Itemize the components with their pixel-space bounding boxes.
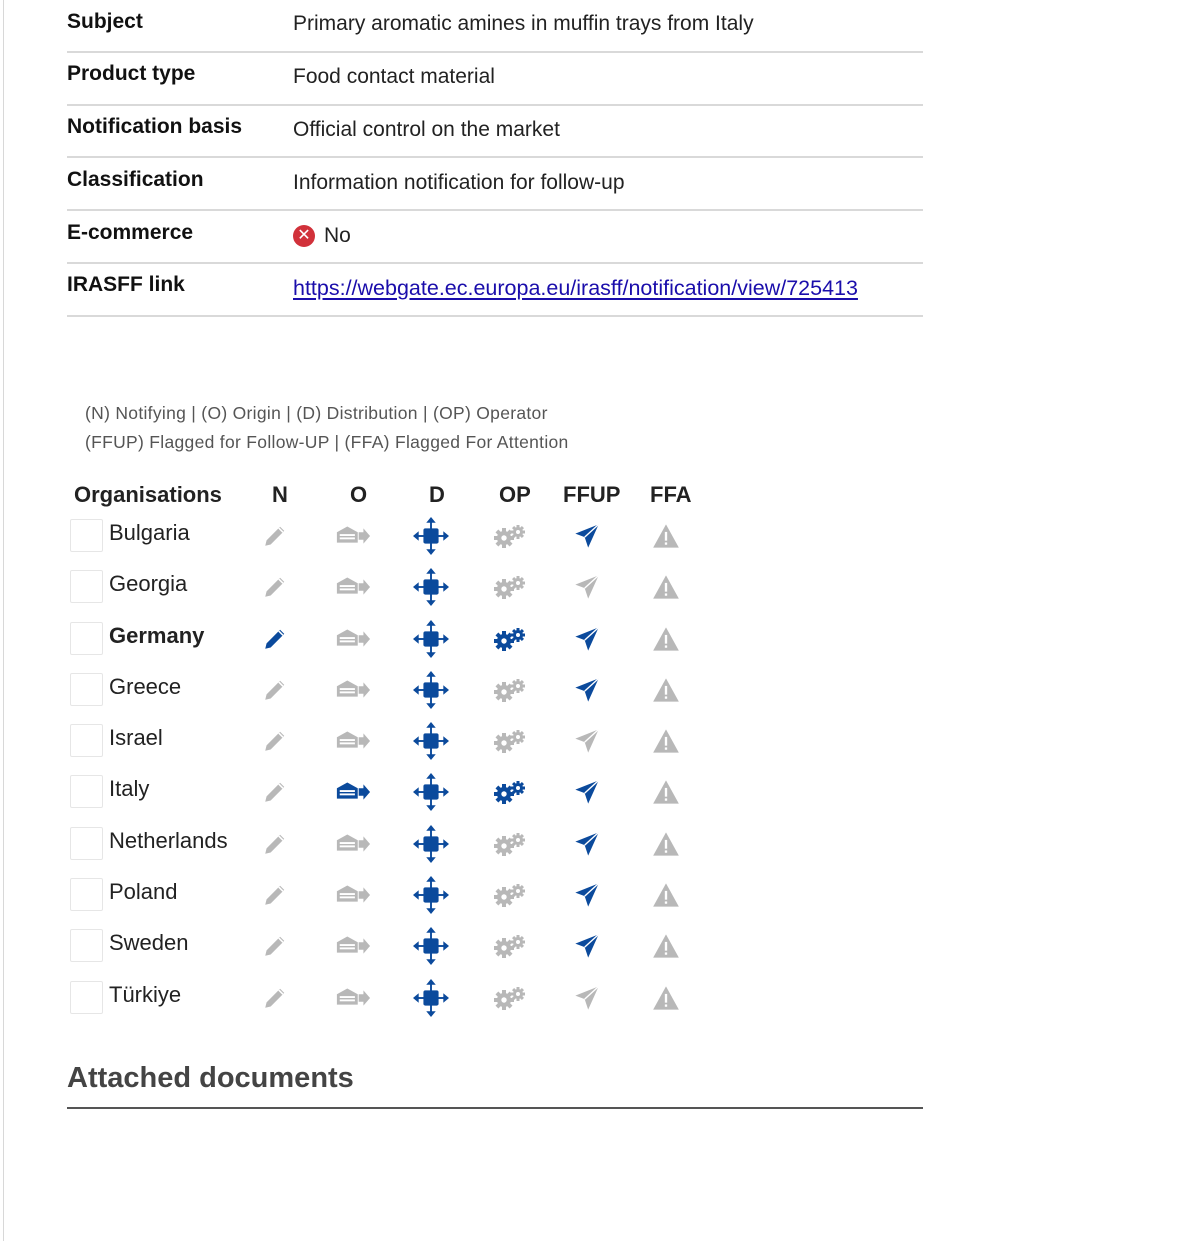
paper-plane-icon <box>569 877 605 913</box>
arrows-move-icon <box>413 672 449 708</box>
ecommerce-value: No <box>324 223 351 247</box>
org-name: Germany <box>109 622 205 648</box>
pencil-icon <box>257 980 293 1016</box>
gears-icon <box>492 621 528 657</box>
truck-icon <box>335 518 371 554</box>
detail-value <box>293 276 858 301</box>
warning-triangle-icon <box>648 672 684 708</box>
org-checkbox[interactable] <box>70 981 103 1014</box>
pencil-icon <box>257 826 293 862</box>
notification-details-table <box>67 0 923 317</box>
detail-value: Information notification for follow-up <box>293 170 625 194</box>
org-name: Poland <box>109 879 178 905</box>
org-checkbox[interactable] <box>70 878 103 911</box>
paper-plane-icon <box>569 518 605 554</box>
warning-triangle-icon <box>648 723 684 759</box>
org-name: Greece <box>109 673 182 699</box>
org-checkbox[interactable] <box>70 622 103 655</box>
paper-plane-icon <box>569 723 605 759</box>
arrows-move-icon <box>413 621 449 657</box>
truck-icon <box>335 980 371 1016</box>
warning-triangle-icon <box>648 569 684 605</box>
detail-label: IRASFF link <box>67 273 185 297</box>
truck-icon <box>335 774 371 810</box>
detail-row-subject <box>67 0 923 53</box>
org-checkbox[interactable] <box>70 570 103 603</box>
detail-row-product-type <box>67 53 923 106</box>
x-circle-icon: ✕ <box>293 225 315 247</box>
arrows-move-icon <box>413 774 449 810</box>
warning-triangle-icon <box>648 877 684 913</box>
gears-icon <box>492 928 528 964</box>
pencil-icon <box>257 569 293 605</box>
detail-row-ecommerce <box>67 211 923 264</box>
paper-plane-icon <box>569 826 605 862</box>
gears-icon <box>492 877 528 913</box>
legend-line: (FFUP) Flagged for Follow-UP | (FFA) Flagged For Attention <box>85 432 569 452</box>
irasff-link[interactable]: https://webgate.ec.europa.eu/irasff/notification/view/725413 <box>293 275 858 300</box>
paper-plane-icon <box>569 774 605 810</box>
paper-plane-icon <box>569 621 605 657</box>
org-name: Georgia <box>109 571 188 597</box>
attached-documents-heading: Attached documents <box>67 1062 923 1109</box>
detail-row-irasff-link <box>67 264 923 317</box>
detail-row-notification-basis <box>67 106 923 159</box>
org-name: Türkiye <box>109 981 182 1007</box>
detail-label: Product type <box>67 62 196 86</box>
truck-icon <box>335 672 371 708</box>
paper-plane-icon <box>569 569 605 605</box>
org-name: Israel <box>109 725 163 751</box>
truck-icon <box>335 723 371 759</box>
org-name: Sweden <box>109 930 189 956</box>
header-o: O <box>350 482 368 507</box>
arrows-move-icon <box>413 569 449 605</box>
warning-triangle-icon <box>648 518 684 554</box>
pencil-icon <box>257 774 293 810</box>
paper-plane-icon <box>569 980 605 1016</box>
org-name: Italy <box>109 776 150 802</box>
pencil-icon <box>257 723 293 759</box>
detail-label: Notification basis <box>67 114 243 138</box>
org-checkbox[interactable] <box>70 673 103 706</box>
gears-icon <box>492 518 528 554</box>
header-organisations: Organisations <box>74 482 222 507</box>
legend-line: (N) Notifying | (O) Origin | (D) Distribution | (OP) Operator <box>85 403 548 423</box>
org-checkbox[interactable] <box>70 827 103 860</box>
gears-icon <box>492 774 528 810</box>
legend <box>85 399 569 457</box>
truck-icon <box>335 569 371 605</box>
pencil-icon <box>257 928 293 964</box>
org-checkbox[interactable] <box>70 775 103 808</box>
pencil-icon <box>257 877 293 913</box>
gears-icon <box>492 980 528 1016</box>
arrows-move-icon <box>413 877 449 913</box>
pencil-icon <box>257 621 293 657</box>
header-n: N <box>272 482 288 507</box>
detail-label: Classification <box>67 167 204 191</box>
page-left-border <box>3 0 4 1241</box>
warning-triangle-icon <box>648 621 684 657</box>
arrows-move-icon <box>413 928 449 964</box>
org-name: Bulgaria <box>109 520 190 545</box>
gears-icon <box>492 723 528 759</box>
detail-value: Primary aromatic amines in muffin trays from Italy <box>293 12 754 36</box>
org-name: Netherlands <box>109 827 228 853</box>
header-ffup: FFUP <box>563 482 621 507</box>
detail-row-classification <box>67 158 923 211</box>
header-ffa: FFA <box>650 482 692 507</box>
pencil-icon <box>257 518 293 554</box>
pencil-icon <box>257 672 293 708</box>
truck-icon <box>335 928 371 964</box>
detail-value: Food contact material <box>293 65 495 89</box>
arrows-move-icon <box>413 826 449 862</box>
truck-icon <box>335 826 371 862</box>
warning-triangle-icon <box>648 980 684 1016</box>
header-d: D <box>429 482 445 507</box>
paper-plane-icon <box>569 672 605 708</box>
paper-plane-icon <box>569 928 605 964</box>
org-checkbox[interactable] <box>70 929 103 962</box>
detail-value: Official control on the market <box>293 117 560 141</box>
detail-label: Subject <box>67 10 143 34</box>
gears-icon <box>492 672 528 708</box>
detail-label: E-commerce <box>67 220 194 244</box>
warning-triangle-icon <box>648 774 684 810</box>
org-checkbox[interactable] <box>70 724 103 757</box>
arrows-move-icon <box>413 980 449 1016</box>
truck-icon <box>335 621 371 657</box>
truck-icon <box>335 877 371 913</box>
header-op: OP <box>499 482 531 507</box>
org-checkbox[interactable] <box>70 519 103 552</box>
warning-triangle-icon <box>648 928 684 964</box>
gears-icon <box>492 826 528 862</box>
arrows-move-icon <box>413 518 449 554</box>
detail-value <box>293 224 351 248</box>
gears-icon <box>492 569 528 605</box>
arrows-move-icon <box>413 723 449 759</box>
warning-triangle-icon <box>648 826 684 862</box>
